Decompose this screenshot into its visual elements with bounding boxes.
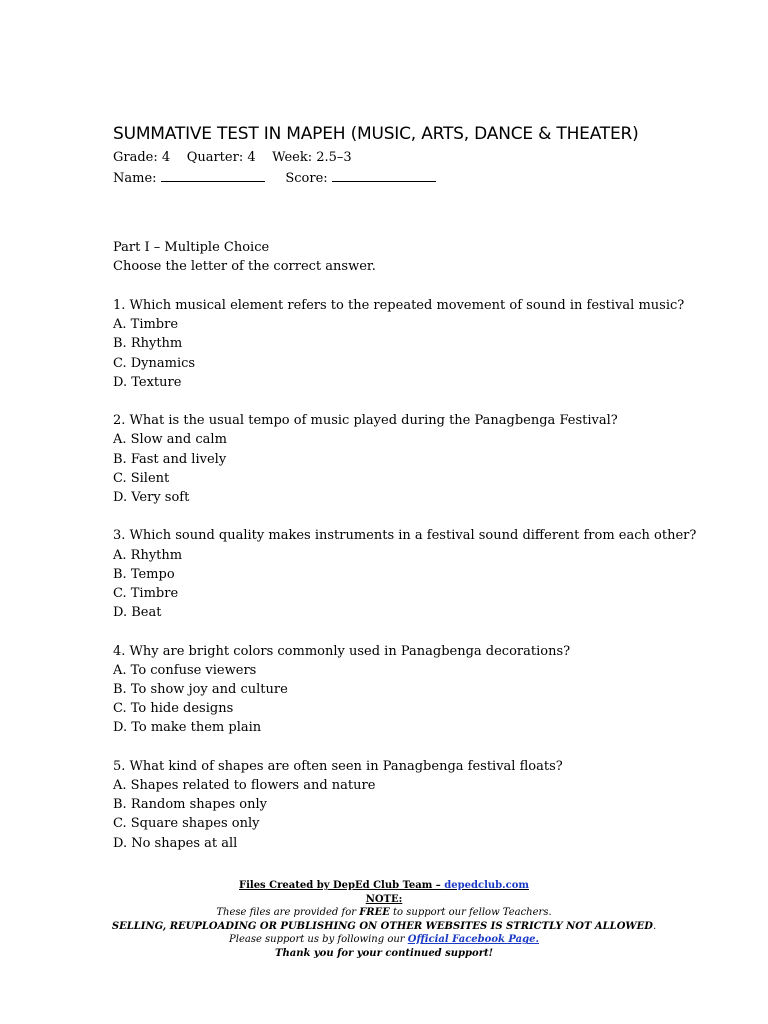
question-item	[113, 411, 696, 507]
answer-choice: C. Dynamics	[113, 355, 196, 371]
answer-choice: B. Fast and lively	[113, 451, 227, 467]
answer-choice: D. To make them plain	[113, 720, 262, 736]
footer-credit-line	[0, 879, 768, 893]
answer-choice: D. No shapes at all	[113, 835, 238, 851]
answer-choice: A. Rhythm	[113, 547, 183, 563]
footer-provided-line	[0, 906, 768, 920]
question-text: 5. What kind of shapes are often seen in Panagbenga festival floats?	[113, 758, 563, 774]
grade-quarter-week-row	[113, 150, 352, 165]
question-item	[113, 526, 696, 622]
answer-choice: A. Slow and calm	[113, 432, 227, 448]
depedclub-link[interactable]: depedclub.com	[444, 880, 529, 891]
page-footer	[0, 879, 768, 961]
footer-provided-end: to support our fellow Teachers.	[389, 907, 552, 919]
answer-choice: D. Beat	[113, 605, 162, 621]
question-text: 3. Which sound quality makes instruments in a festival sound different from each other?	[113, 528, 697, 544]
footer-support-text: Please support us by following our	[229, 934, 408, 946]
part-instruction: Choose the letter of the correct answer.	[113, 259, 376, 274]
answer-choice: C. To hide designs	[113, 701, 234, 717]
footer-provided-text: These files are provided for	[216, 907, 360, 919]
footer-support-line	[0, 933, 768, 947]
answer-choice: B. Tempo	[113, 566, 175, 582]
quarter-label: Quarter: 4	[186, 150, 256, 165]
question-item	[113, 296, 696, 392]
footer-warning-end: .	[652, 920, 657, 932]
score-blank-line[interactable]	[332, 170, 436, 182]
footer-warning-text: SELLING, REUPLOADING OR PUBLISHING ON OTHER WEBSITES IS STRICTLY NOT ALLOWED	[111, 920, 653, 932]
question-list	[113, 296, 696, 872]
answer-choice: D. Texture	[113, 374, 182, 390]
test-title: SUMMATIVE TEST IN MAPEH (MUSIC, ARTS, DANCE & THEATER)	[113, 124, 639, 144]
answer-choice: C. Timbre	[113, 586, 179, 602]
answer-choice: A. Timbre	[113, 317, 179, 333]
question-text: 2. What is the usual tempo of music played during the Panagbenga Festival?	[113, 413, 618, 429]
answer-choice: C. Silent	[113, 470, 170, 486]
footer-credit-text: Files Created by DepEd Club Team –	[239, 880, 445, 891]
answer-choice: B. To show joy and culture	[113, 682, 288, 698]
footer-free-text: FREE	[359, 907, 390, 919]
answer-choice: B. Random shapes only	[113, 797, 267, 813]
answer-choice: B. Rhythm	[113, 336, 183, 352]
facebook-page-link[interactable]: Official Facebook Page.	[407, 934, 539, 946]
question-item	[113, 642, 696, 738]
grade-label: Grade: 4	[113, 150, 171, 165]
question-text: 1. Which musical element refers to the repeated movement of sound in festival music?	[113, 298, 685, 313]
name-score-row	[113, 170, 436, 186]
question-text: 4. Why are bright colors commonly used in Panagbenga decorations?	[113, 643, 571, 659]
week-label: Week: 2.5–3	[272, 150, 352, 165]
name-blank-line[interactable]	[161, 170, 265, 182]
question-item	[113, 757, 696, 853]
answer-choice: D. Very soft	[113, 490, 190, 506]
footer-note: NOTE:	[365, 893, 403, 905]
name-label: Name:	[113, 171, 157, 186]
footer-warning-line	[0, 920, 768, 934]
answer-choice: C. Square shapes only	[113, 816, 260, 832]
score-label: Score:	[285, 171, 328, 186]
answer-choice: A. To confuse viewers	[113, 662, 257, 678]
footer-thanks: Thank you for your continued support!	[275, 947, 493, 959]
part-heading: Part I – Multiple Choice	[113, 240, 270, 255]
answer-choice: A. Shapes related to flowers and nature	[113, 778, 376, 794]
